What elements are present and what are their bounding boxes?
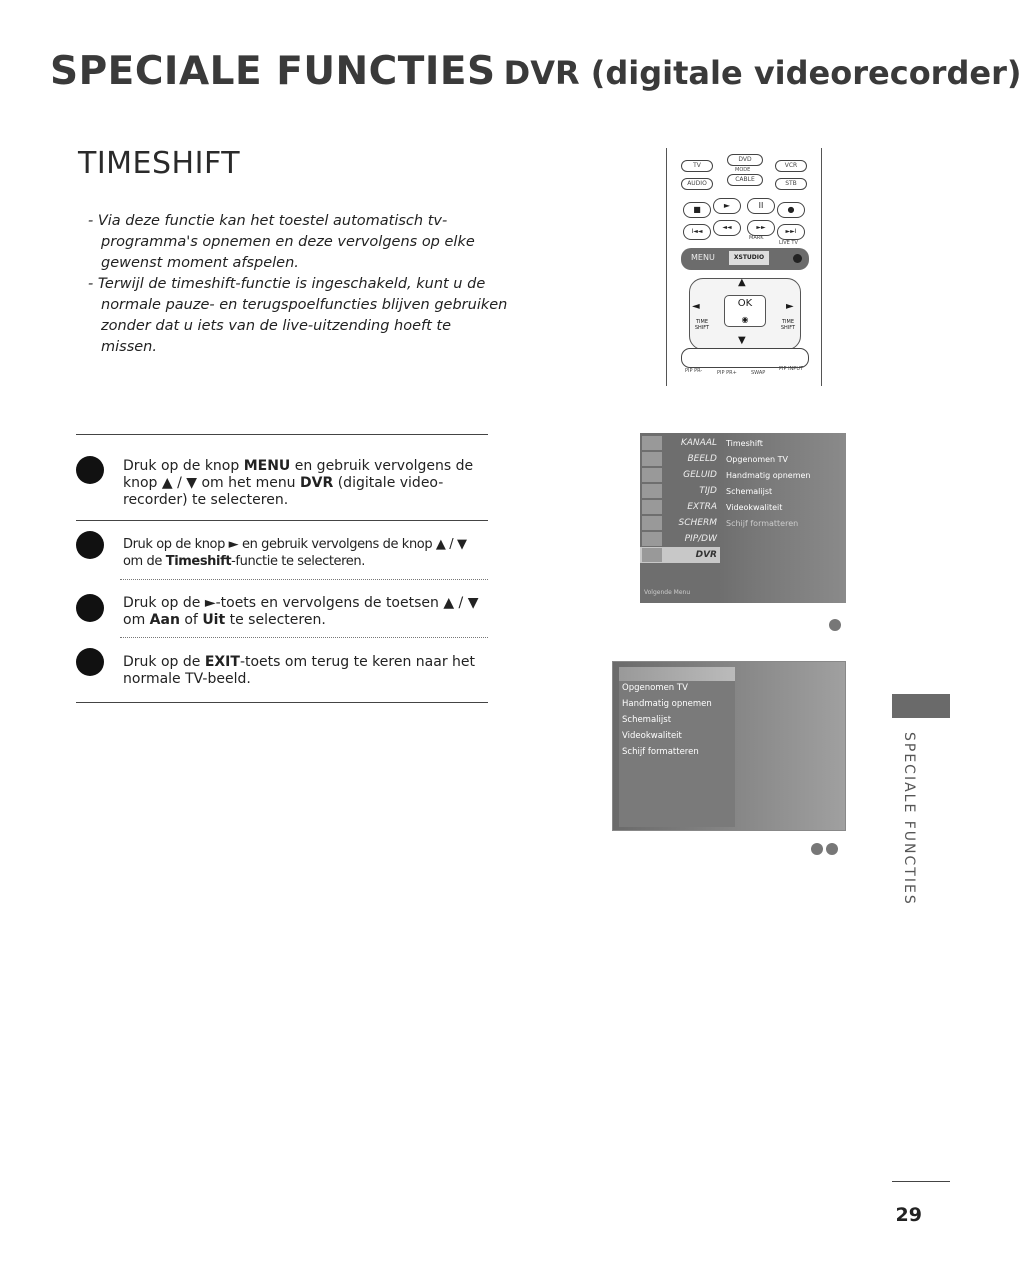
ok-button [724, 295, 766, 327]
pip-pr-minus-label: PIP PR- [685, 368, 703, 374]
step-separator-2 [120, 579, 488, 580]
menu-item-dvr: DVR [640, 547, 720, 563]
vcr-button: VCR [775, 160, 807, 172]
menu-item-tijd: TIJD [640, 483, 720, 499]
menu2-videokwaliteit: Videokwaliteit [622, 731, 682, 741]
mode-label: MODE [735, 167, 751, 173]
intro-paragraph-1: - Via deze functie kan het toestel automatisch tv-programma's opnemen en deze vervolgens op elke gewenst moment afspelen. [88, 213, 475, 271]
skip-forward-button: ►►I [777, 224, 805, 240]
step-3-text: Druk op de ►-toets en vervolgens de toetsen ▲ / ▼ om Aan of Uit te selecteren. [123, 595, 479, 628]
step-2-bullet [76, 531, 104, 559]
page-title-sub: DVR (digitale videorecorder) [503, 54, 1021, 92]
submenu-timeshift: Timeshift [726, 439, 763, 448]
arrow-down-icon: ▼ [738, 335, 746, 346]
menu-bar [681, 248, 809, 270]
menu-button: MENU [691, 253, 715, 262]
page-number-rule [892, 1181, 950, 1182]
time-shift-left-label: TIME SHIFT [694, 319, 710, 331]
page-number: 29 [895, 1204, 922, 1226]
pip-button-row [681, 348, 809, 368]
page-title-main: SPECIALE FUNCTIES [50, 49, 496, 94]
arrow-left-icon: ◄ [692, 301, 700, 312]
intro-text [88, 211, 508, 358]
skip-back-button: I◄◄ [683, 224, 711, 240]
menu-highlight-strip [619, 667, 735, 681]
step-marker-dot [829, 619, 841, 631]
side-tab-label: SPECIALE FUNCTIES [901, 732, 917, 906]
step-1-text: Druk op de knop MENU en gebruik vervolgens de knop ▲ / ▼ om het menu DVR (digitale video-recorder) te selecteren. [123, 458, 474, 508]
pause-button: II [747, 198, 775, 214]
step-4-bullet [76, 648, 104, 676]
menu-footer: Volgende Menu [644, 589, 691, 596]
arrow-up-icon: ▲ [738, 277, 746, 288]
mark-label: MARK [749, 235, 764, 241]
remote-control-illustration [666, 148, 822, 386]
dvd-button: DVD [727, 154, 763, 166]
steps-top-rule [76, 434, 488, 435]
step-2-text: Druk op de knop ► en gebruik vervolgens de knop ▲ / ▼ om de Timeshift-functie te selecteren. [123, 537, 467, 569]
submenu-videokwaliteit: Videokwaliteit [726, 503, 783, 512]
record-button: ● [777, 202, 805, 218]
audio-button: AUDIO [681, 178, 713, 190]
pip-pr-plus-label: PIP PR+ [717, 370, 737, 376]
menu-item-scherm: SCHERM [640, 515, 720, 531]
cable-button: CABLE [727, 174, 763, 186]
menu2-handmatig-opnemen: Handmatig opnemen [622, 699, 712, 709]
intro-paragraph-2: - Terwijl de timeshift-functie is ingeschakeld, kunt u de normale pauze- en terugspoelfuncties blijven gebruiken zonder dat u iets van de live-uitzending hoeft te missen. [88, 276, 508, 355]
rewind-button: ◄◄ [713, 220, 741, 236]
menu-item-kanaal: KANAAL [640, 435, 720, 451]
fast-forward-button: ►► [747, 220, 775, 236]
time-shift-right-label: TIME SHIFT [780, 319, 796, 331]
submenu-schijf-formatteren: Schijf formatteren [726, 519, 799, 528]
steps-bottom-rule [76, 702, 488, 703]
arrow-right-icon: ► [786, 301, 794, 312]
swap-label: SWAP [751, 370, 766, 376]
step-1-bullet [76, 456, 104, 484]
step-separator-1 [76, 520, 488, 521]
step-marker-dot [826, 843, 838, 855]
tv-menu-screenshot-dvr [640, 433, 846, 603]
ok-label: OK [737, 298, 753, 309]
stop-button: ■ [683, 202, 711, 218]
ok-dot-icon: ◉ [741, 315, 749, 324]
page-title [50, 49, 1021, 94]
step-4-text: Druk op de EXIT-toets om terug te keren naar het normale TV-beeld. [123, 654, 475, 687]
tv-button: TV [681, 160, 713, 172]
step-marker-dot [811, 843, 823, 855]
submenu-schemalijst: Schemalijst [726, 487, 773, 496]
step-3-bullet [76, 594, 104, 622]
live-tv-label: LIVE TV [779, 240, 798, 246]
stb-button: STB [775, 178, 807, 190]
side-tab [892, 694, 950, 718]
menu2-schijf-formatteren: Schijf formatteren [622, 747, 699, 757]
section-title: TIMESHIFT [78, 146, 241, 181]
step-separator-3 [120, 637, 488, 638]
xstudio-button: XSTUDIO [729, 251, 769, 265]
menu2-opgenomen-tv: Opgenomen TV [622, 683, 688, 693]
menu-item-extra: EXTRA [640, 499, 720, 515]
power-icon [793, 254, 802, 263]
navigation-pad [689, 278, 801, 350]
submenu-opgenomen-tv: Opgenomen TV [726, 455, 789, 464]
play-button: ► [713, 198, 741, 214]
menu-item-beeld: BEELD [640, 451, 720, 467]
menu-item-pip: PIP/DW [640, 531, 720, 547]
pip-input-label: PIP INPUT [779, 366, 804, 372]
submenu-handmatig-opnemen: Handmatig opnemen [726, 471, 811, 480]
tv-menu-screenshot-dvr-submenu [612, 661, 846, 831]
menu-item-geluid: GELUID [640, 467, 720, 483]
menu2-schemalijst: Schemalijst [622, 715, 672, 725]
